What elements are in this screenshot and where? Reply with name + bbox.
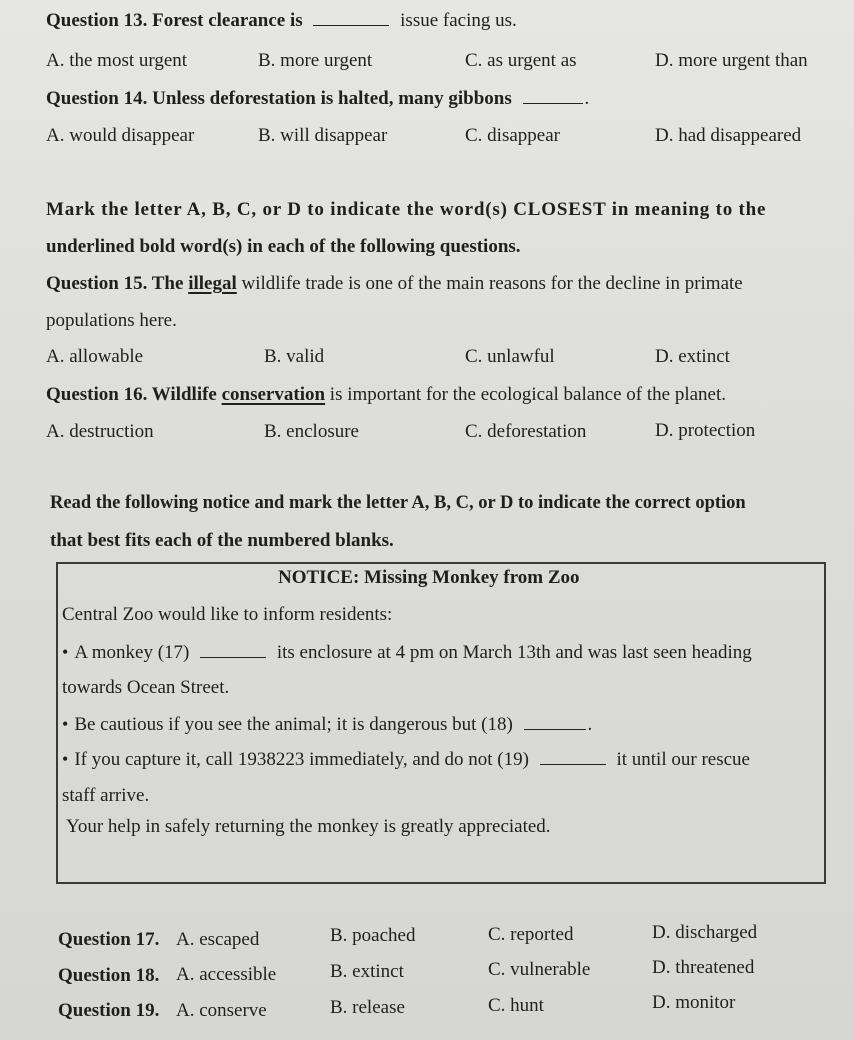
q14-stem-end: .	[584, 88, 590, 109]
q19-option-b[interactable]: B. release	[330, 997, 405, 1018]
notice-b1-line2: towards Ocean Street.	[62, 677, 230, 698]
q17-option-a[interactable]: A. escaped	[176, 929, 260, 950]
q13-option-c[interactable]: C. as urgent as	[465, 50, 577, 71]
q14-option-c[interactable]: C. disappear	[465, 125, 560, 146]
q15-stem-rest: wildlife trade is one of the main reasons for the decline in primate	[241, 273, 743, 294]
q16-option-b[interactable]: B. enclosure	[264, 421, 359, 442]
blank-18	[524, 715, 586, 730]
q16-stem	[46, 384, 726, 406]
q15-option-b[interactable]: B. valid	[264, 346, 325, 367]
q14-blank	[523, 89, 583, 104]
notice-b3-pre: If you capture it, call 1938223 immediately, and do not (19)	[74, 749, 529, 770]
q14-option-b[interactable]: B. will disappear	[258, 125, 388, 146]
notice-closing: Your help in safely returning the monkey is greatly appreciated.	[66, 816, 551, 837]
q15-stem-line2: populations here.	[46, 310, 177, 331]
q16-option-c[interactable]: C. deforestation	[465, 421, 587, 442]
instruction-notice-line1: Read the following notice and mark the letter A, B, C, or D to indicate the correct option	[50, 493, 746, 513]
notice-title: NOTICE: Missing Monkey from Zoo	[278, 567, 580, 588]
notice-intro: Central Zoo would like to inform residents:	[62, 604, 393, 625]
instruction-closest-line2: underlined bold word(s) in each of the following questions.	[46, 236, 521, 257]
blank-17	[200, 643, 266, 658]
notice-bullet-19	[62, 748, 750, 771]
instruction-notice-line2: that best fits each of the numbered blanks.	[50, 530, 394, 551]
q13-option-a[interactable]: A. the most urgent	[46, 50, 188, 71]
q15-option-c[interactable]: C. unlawful	[465, 346, 555, 367]
q18-option-d[interactable]: D. threatened	[652, 957, 755, 978]
q18-option-c[interactable]: C. vulnerable	[488, 959, 591, 980]
bullet-icon: •	[62, 749, 69, 769]
q16-label: Question 16. Wildlife	[46, 384, 217, 405]
q16-stem-rest: is important for the ecological balance of the planet.	[329, 384, 727, 405]
q19-label: Question 19.	[58, 1000, 160, 1021]
q13-option-b[interactable]: B. more urgent	[258, 50, 373, 71]
notice-b2-pre: Be cautious if you see the animal; it is dangerous but (18)	[74, 714, 513, 735]
instruction-closest-line1: Mark the letter A, B, C, or D to indicate the word(s) CLOSEST in meaning to the	[46, 199, 767, 220]
q14-stem	[46, 88, 589, 110]
q17-option-b[interactable]: B. poached	[330, 925, 416, 946]
q13-option-d[interactable]: D. more urgent than	[655, 50, 808, 71]
notice-b1-pre: A monkey (17)	[74, 642, 190, 663]
q17-option-d[interactable]: D. discharged	[652, 922, 758, 943]
notice-b1-post: its enclosure at 4 pm on March 13th and was last seen heading	[276, 642, 752, 663]
bullet-icon: •	[62, 714, 69, 734]
q15-stem	[46, 273, 743, 295]
q16-option-a[interactable]: A. destruction	[46, 421, 154, 442]
notice-bullet-17	[62, 641, 752, 664]
q15-label: Question 15. The	[46, 273, 184, 294]
notice-b3-post: it until our rescue	[616, 749, 750, 770]
q16-option-d[interactable]: D. protection	[655, 420, 756, 441]
notice-bullet-18	[62, 713, 592, 736]
blank-19	[540, 750, 606, 765]
q18-option-b[interactable]: B. extinct	[330, 961, 404, 982]
q17-label: Question 17.	[58, 929, 160, 950]
q14-option-d[interactable]: D. had disappeared	[655, 125, 802, 146]
bullet-icon: •	[62, 642, 69, 662]
q19-option-c[interactable]: C. hunt	[488, 995, 544, 1016]
notice-b2-post: .	[587, 714, 593, 735]
q13-stem-end: issue facing us.	[400, 10, 517, 31]
q19-option-a[interactable]: A. conserve	[176, 1000, 267, 1021]
q17-option-c[interactable]: C. reported	[488, 924, 574, 945]
q14-stem-text: Question 14. Unless deforestation is halted, many gibbons	[46, 88, 512, 109]
q15-target-word: illegal	[188, 273, 237, 294]
q14-option-a[interactable]: A. would disappear	[46, 125, 195, 146]
q15-option-a[interactable]: A. allowable	[46, 346, 144, 367]
q18-option-a[interactable]: A. accessible	[176, 964, 277, 985]
q18-label: Question 18.	[58, 965, 160, 986]
q13-blank	[313, 11, 389, 26]
q13-stem-text: Question 13. Forest clearance is	[46, 10, 303, 31]
notice-b3-line2: staff arrive.	[62, 785, 150, 806]
q13-stem	[46, 10, 517, 32]
q16-target-word: conservation	[221, 384, 326, 405]
q19-option-d[interactable]: D. monitor	[652, 992, 736, 1013]
q15-option-d[interactable]: D. extinct	[655, 346, 730, 367]
